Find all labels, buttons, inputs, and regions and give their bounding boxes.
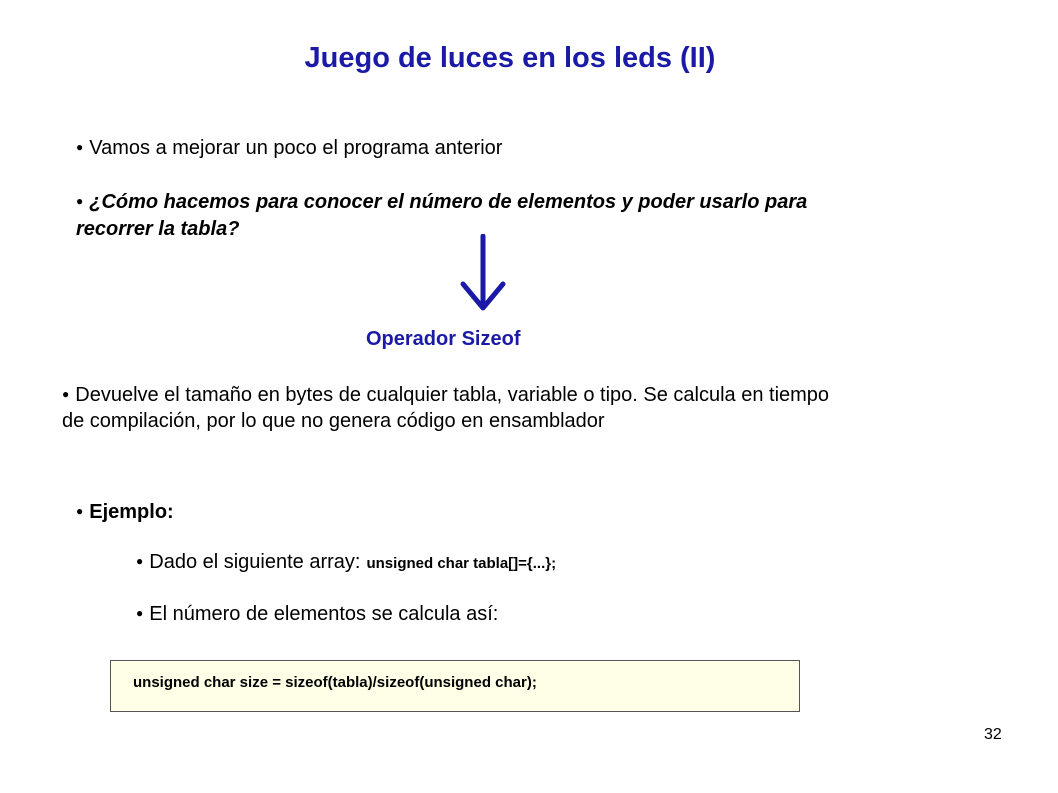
- bullet-question-line1: ¿Cómo hacemos para conocer el número de elementos y poder usarlo para: [89, 191, 808, 213]
- code-box-text: unsigned char size = sizeof(tabla)/sizeof(unsigned char);: [133, 674, 537, 691]
- bullet-dot: ●: [136, 554, 144, 568]
- page-number: 32: [984, 726, 1002, 743]
- bullet-dot: ●: [62, 387, 70, 401]
- bullet-devuelve: [62, 380, 829, 409]
- sub-bullet-elementos: [136, 599, 498, 628]
- bullet-dot: ●: [76, 140, 84, 154]
- bullet-question-line2: recorrer la tabla?: [76, 218, 240, 240]
- sub-bullet-elementos-text: El número de elementos se calcula así:: [149, 603, 499, 625]
- bullet-vamos: [76, 133, 502, 162]
- bullet-question: [76, 187, 807, 216]
- slide-title: Juego de luces en los leds (II): [304, 42, 716, 74]
- bullet-dot: ●: [76, 504, 84, 518]
- bullet-devuelve-line1: Devuelve el tamaño en bytes de cualquier tabla, variable o tipo. Se calcula en tiempo: [75, 384, 830, 406]
- down-arrow-icon: [458, 234, 508, 314]
- bullet-devuelve-line2: de compilación, por lo que no genera código en ensamblador: [62, 410, 605, 432]
- bullet-ejemplo: [76, 497, 174, 526]
- operator-label: Operador Sizeof: [366, 328, 521, 350]
- sub-bullet-array: [136, 547, 556, 578]
- sub-bullet-array-text: Dado el siguiente array:: [149, 551, 361, 573]
- bullet-dot: ●: [76, 194, 84, 208]
- ejemplo-label: Ejemplo:: [89, 501, 174, 523]
- bullet-dot: ●: [136, 606, 144, 620]
- code-box: [110, 660, 800, 712]
- bullet-vamos-text: Vamos a mejorar un poco el programa anterior: [89, 137, 503, 159]
- array-code: unsigned char tabla[]={...};: [366, 555, 557, 572]
